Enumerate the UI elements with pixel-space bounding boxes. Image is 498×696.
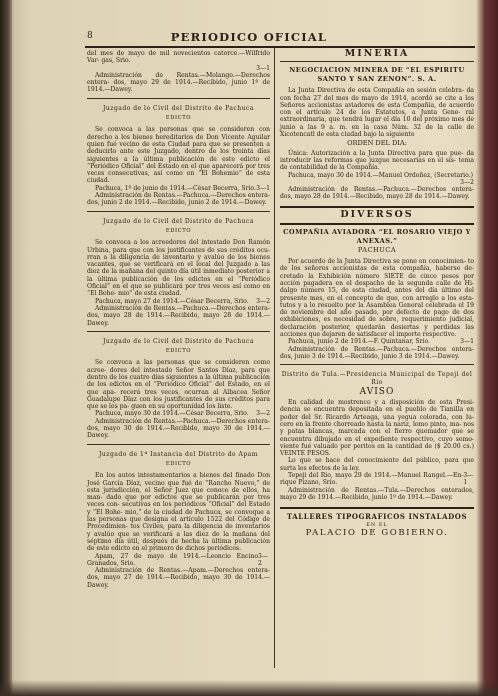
court-heading: Juzgado de lo Civil del Distrito de Pachuca — [103, 217, 254, 225]
insertion-number: 3—2 — [258, 552, 268, 567]
notice-title: NEGOCIACION MINERA DE “EL ESPIRITU SANTO Y SAN ZENON”. S. A. — [289, 66, 465, 84]
edicto-body: Se convoca a los acreedores del intestado Don Ramón Urbina, para que con los justificantes de sus créditos ocu- rran a la diligencia de inventario y avalúo de los bienes vacantes, que se verificará en el local del Juzgado a las diez de la mañana del quinto día útil inmediato posterior a la última publicación de los edictos en el “Periódico Oficial” en el que se publicará por tres veces así como en “El Bohe- mio” de esta ciudad. — [87, 239, 270, 298]
edicto-place-date: Pachuca, mayo 30 de 1914.—César Becerra, Srio. — [95, 410, 249, 418]
rentas-note: Administración de Rentas.—Pachuca.—Derechos entera- dos, mayo 28 de 1914.—Recibido, mayo 28 de 1914.—Dawey. — [87, 304, 270, 327]
imprint-line-1: TALLERES TIPOGRAFICOS INSTALADOS — [286, 512, 468, 522]
company-city: PACHUCA — [357, 246, 397, 255]
edicto-label: EDICTO — [165, 115, 192, 122]
notice-body: Por acuerdo de la Junta Directiva se pone en conocimien- to de los señores accionistas de esta compañía, haberse de- cretado la Exhibición número SIETE de cinco pesos por acción pagadera en el despacho de la segunda calle de Hi- dalgo número 15, de esta ciudad, antes del día último del presente mes, en el concepto de que, con arreglo a los esta- tutos y a lo resuelto por la Asamblea General celebrada el 19 de noviembre del año pasado, por defecto de pago de dos exhibiciones, es necesidad de sobre, requerimiento judicial, declaración posterior, quedarán desiertas y perdidas las acciones que dejaren de satisfacer el importe respectivo. — [280, 258, 474, 339]
rentas-note: Administración de Rentas.—Pachuca.—Derechos entera- dos, mayo 28 de 1914.—Recibido, mayo 28 de 1914.—Dawey. — [280, 186, 474, 201]
edicto-label: EDICTO — [165, 227, 192, 234]
rentas-note: Administración de Rentas.—Molango.—Derechos entera- dos, mayo 29 de 1914.—Recibido, junio 1º de 1914.—Dawey. — [87, 71, 270, 94]
printer-imprint — [280, 507, 474, 537]
divider — [87, 211, 270, 212]
divider — [87, 444, 270, 445]
aviso-place-date: Tepeji del Rio, mayo 29 de 1914.—Manuel Rangel.—En- rique Pizano, Srio. — [280, 472, 464, 487]
rentas-note: Administración de Rentas.—Pachuca.—Derechos entera- dos, junio 3 de 1914.—Recibido, junio 3 de 1914.—Dawey. — [280, 345, 474, 360]
rentas-note: Administración de Rentas.—Tula.—Derechos enterados, mayo 29 de 1914.—Recibido, junio 1º de 1914.—Dawey. — [280, 486, 474, 501]
edicto-body: Se convoca a las personas que se consideren como acree- dores del intestado Señor Santos Díaz, para que dentro de los cuatro días siguientes a la última publicación de los edictos en el “Periódico Oficial” del Estado, en el que apa- recerá tres veces, ocurran al Albacea Señor Guadalupe Díaz con los justificantes de sus créditos para que se les pa- guen en su oportunidad los liste. — [87, 359, 270, 411]
insertion-number: 3—1 — [463, 472, 474, 487]
divider — [87, 98, 270, 99]
rentas-note: Administración de Rentas.—Pachuca.—Derechos entera- dos, mayo 30 de 1914.—Recibido, mayo 30 de 1914.—Dawey. — [87, 417, 270, 440]
orden-item: Única: Autorización a la Junta Directiva para que pue- da introducir las reformas que juzgue necesarias en el sis- tema de contabilidad de la Compañía. — [280, 149, 474, 172]
section-rule — [280, 206, 474, 208]
rentas-note: Administración de Rentas.—Apam.—Derechos entera- dos, mayo 27 de 1914.—Recibido, mayo 30 de 1914.—Dawey. — [87, 567, 270, 589]
journal-title: PERIODICO OFICIAL — [170, 30, 328, 44]
aviso-label: AVISO — [359, 386, 395, 397]
insertion-number: 3—2 — [256, 410, 270, 418]
edicto-place-date: Apam, 27 de mayo de 1914.—Leoncio Encino Granados, Srio. — [87, 552, 259, 567]
section-title-mineria: MINERIA — [344, 48, 410, 59]
company-title: COMPAÑIA AVIADORA “EL ROSARIO VIEJO Y ANEXAS.” — [283, 228, 471, 246]
imprint-line-2: EN EL — [366, 521, 388, 528]
left-column — [87, 50, 270, 589]
header-rule — [85, 46, 475, 48]
court-heading: Juzgado de lo Civil del Distrito de Pachuca — [103, 337, 254, 345]
edicto-body: Se convoca a las personas que se consideren con derecho a los bienes hereditarios de Don Vicente Aguilar quien fué vecino de esta Ciudad para que se presenten a deducirlo ante este Juzgado, dentro de los treinta días siguientes a la última publicación de este edicto el “Periódico Oficial” del Estado en el que aparecerá por tres veces consecutivas, así como en “El Bohemio” de esta ciudad. — [87, 126, 270, 185]
edicto-label: EDICTO — [165, 348, 192, 355]
notice-body: La Junta Directiva de esta Compañía en sesión celebra- da con fecha 27 del mes de mayo de 1914, acordó se cite a los Señores accionistas aviadores de esta Compañía, de acuerdo con el artículo 24 de los Estatutos, a Junta Gene- ral extraordinaria, que tendrá lugar el día 10 del próximo mes de junio a las 9 a. m. en la casa Núm. 32 de la calle de Xicotencatl de esta ciudad bajo la siguiente — [280, 87, 474, 139]
imprint-line-3: PALACIO DE GOBIERNO. — [305, 527, 449, 538]
page-bottom-shadow — [0, 680, 498, 696]
aviso-body: En calidad de mostrenco y a disposición de esta Presi- dencia se encuentra depositada en el pueblo de Tianilla en poder del Sr. Ricardo Arteaga, una yegua colorada, con lu- cero en la frente chorreado hasta la nariz, lomo pinto, ma- nos y patas blancas, marcada con el fierro quemador que se encuentra dibujado en el expediente respectivo, cuyo semo- viente fué valuado por peritos en la cantidad de ($ 20.00 cs.) VEINTE PESOS. — [280, 399, 474, 458]
edicto-body: En los autos intestamentarios a bienes del finado Don José García Díaz, vecino que fué de “Rancho Nuevo,” de esta jurisdicción, el Señor Juez que conoce de ellos, ha man- dado que por edictos que se publicarán por tres veces con- secutivas en los periódicos “Oficial” del Estado y “El Bohe- mio,” de la ciudad de Pachuca, se convoque a las personas que designa el artículo 1522 del Código de Procedimien- tos Civiles, para la diligencia de inventarios y avalúo que se verificará a las diez de la mañana del séptimo día útil, después de hecha la última publicación de este edicto en el primero de dichos periódicos. — [87, 472, 270, 553]
rentas-note: Administración de Rentas.—Pachuca.—Derechos entera- dos, junio 2 de 1914.—Recibido, junio 2 de 1914.—Dawey. — [87, 192, 270, 207]
divider — [280, 61, 474, 62]
insertion-number: 3—1 — [256, 64, 270, 72]
section-title-diversos: DIVERSOS — [340, 208, 414, 220]
intro-text: del mes de mayo de mil novecientos catorce.—Wilfrido Var- gas, Srio. — [87, 50, 270, 65]
edicto-place-date: Pachuca, mayo 27 de 1914.—César Becerra, Srio. — [95, 297, 249, 305]
edicto-label: EDICTO — [165, 460, 192, 467]
insertion-number: 3—1 — [256, 184, 270, 192]
column-divider — [274, 48, 275, 668]
notice-place-date: Pachuca, mayo 30 de 1914.—Manuel Ordoñez, (Secretario.) — [288, 171, 473, 179]
court-heading: Juzgado de lo Civil del Distrito de Pachuca — [103, 104, 254, 112]
notice-place-date: Pachuca, junio 2 de 1914.—F. Quintanar, Srio. — [288, 338, 430, 346]
aviso-body-2: Lo que se hace del conocimiento del público, para que surta los efectos de la ley. — [280, 457, 474, 472]
court-heading: Juzgado de 1ª Instancia del Distrito de Apam — [99, 450, 258, 458]
insertion-number: 3—1 — [460, 338, 474, 346]
binding-edge — [476, 0, 498, 696]
edicto-place-date: Pachuca, 1º de junio de 1914.—César Becerra, Srio. — [95, 184, 256, 192]
divider — [87, 331, 270, 332]
insertion-number: 3—2 — [256, 297, 270, 305]
orden-del-dia: ORDEN DEL DIA: — [347, 139, 407, 148]
divider — [280, 364, 474, 365]
insertion-number: 3—2 — [460, 178, 474, 186]
municipal-heading: Distrito de Tula.—Presidencia Municipal de Tepeji del Rio — [281, 371, 473, 386]
book-spine-shadow — [0, 0, 12, 696]
right-column — [280, 50, 474, 537]
section-rule — [280, 223, 474, 225]
page-number: 8 — [87, 31, 93, 41]
